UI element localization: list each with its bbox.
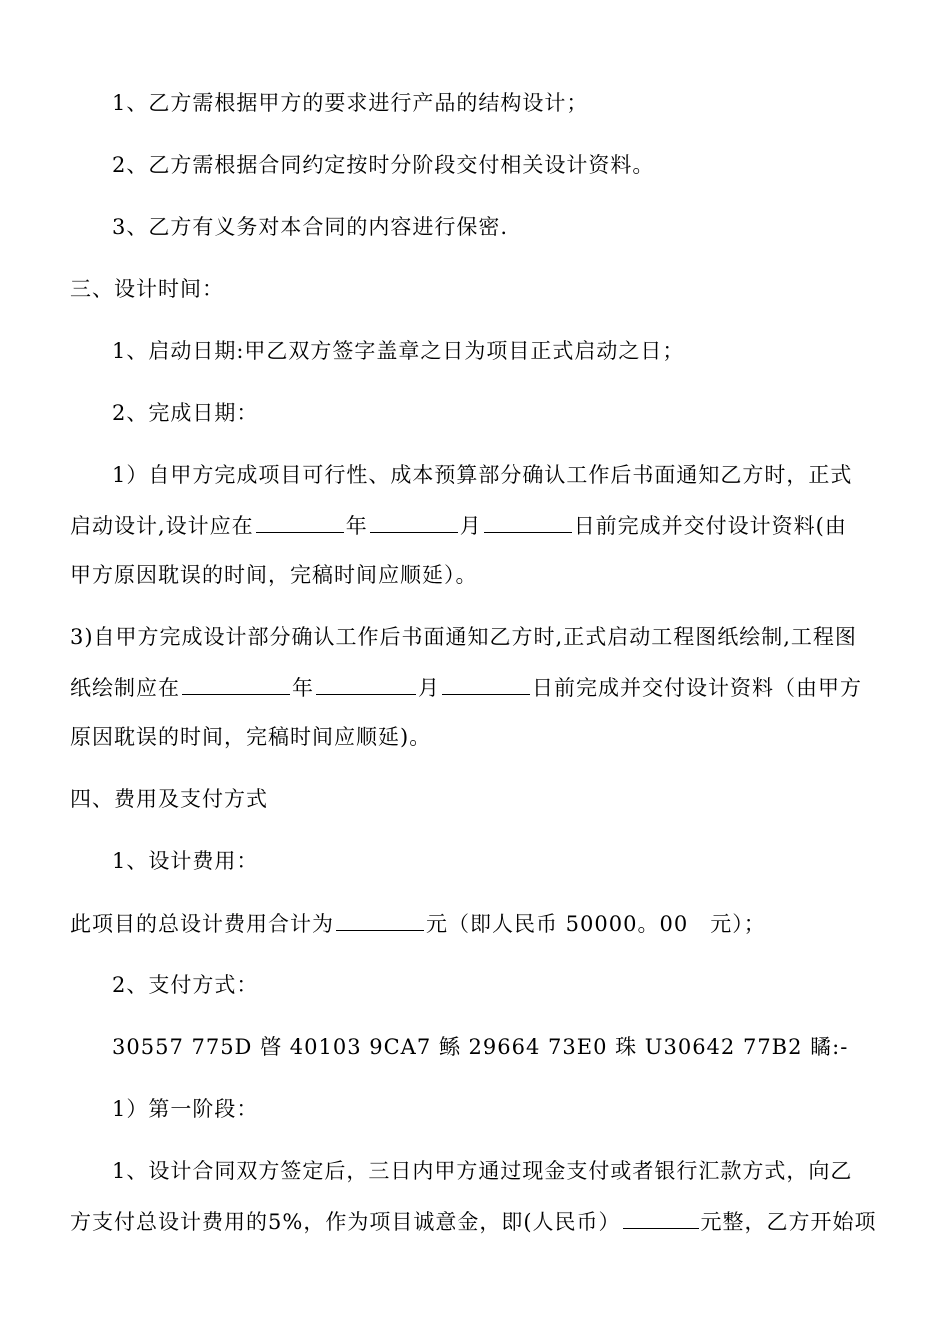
start-date-clause: 1、启动日期:甲乙双方签字盖章之日为项目正式启动之日； <box>112 339 685 363</box>
month-label: 月 <box>418 676 440 700</box>
year-blank[interactable] <box>182 672 290 695</box>
stage-1-label: 1）第一阶段： <box>112 1097 259 1121</box>
clause-3-line-3: 原因耽误的时间，完稿时间应顺延)。 <box>70 725 432 749</box>
month-label: 月 <box>459 514 482 538</box>
year-label: 年 <box>345 514 368 538</box>
total-fee-line <box>70 908 890 939</box>
duty-item-2: 2、乙方需根据合同约定按时分阶段交付相关设计资料。 <box>112 153 655 177</box>
stage-1-line-1: 1、设计合同双方签定后，三日内甲方通过现金支付或者银行汇款方式，向乙 <box>112 1159 853 1183</box>
day-blank[interactable] <box>442 672 530 695</box>
month-blank[interactable] <box>370 510 458 533</box>
section-heading-fees: 四、费用及支付方式 <box>70 787 268 811</box>
clause-1-text-b: 日前完成并交付设计资料(由 <box>573 514 847 538</box>
stage-1-text-a: 方支付总设计费用的5%，作为项目诚意金，即(人民币） <box>70 1210 621 1234</box>
clause-3-text-a: 纸绘制应在 <box>70 676 180 700</box>
year-blank[interactable] <box>256 510 344 533</box>
clause-3-line-1: 3)自甲方完成设计部分确认工作后书面通知乙方时,正式启动工程图纸绘制,工程图 <box>70 625 857 649</box>
garbled-text: 30557 775D 晵 40103 9CA7 鲧 29664 73E0 珠 U30642 77B2 瞲:- <box>112 1035 849 1059</box>
stage-1-line-2 <box>70 1206 890 1237</box>
total-fee-text-a: 此项目的总设计费用合计为 <box>70 912 334 936</box>
total-fee-blank[interactable] <box>336 908 424 931</box>
clause-1-line-1: 1）自甲方完成项目可行性、成本预算部分确认工作后书面通知乙方时，正式 <box>112 463 853 487</box>
clause-3-line-2 <box>70 672 890 703</box>
section-heading-design-time: 三、设计时间： <box>70 277 224 301</box>
fee-label: 1、设计费用： <box>112 849 259 873</box>
duty-item-3: 3、乙方有义务对本合同的内容进行保密. <box>112 215 509 239</box>
day-blank[interactable] <box>484 510 572 533</box>
clause-1-line-2 <box>70 510 890 541</box>
clause-1-line-3: 甲方原因耽误的时间，完稿时间应顺延）。 <box>70 563 478 587</box>
year-label: 年 <box>292 676 314 700</box>
duty-item-1: 1、乙方需根据甲方的要求进行产品的结构设计； <box>112 91 589 115</box>
clause-1-text-a: 启动设计,设计应在 <box>70 514 254 538</box>
total-fee-text-b: 元（即人民币 50000。00 元）； <box>426 912 766 936</box>
payment-method-label: 2、支付方式： <box>112 973 259 997</box>
deposit-amount-blank[interactable] <box>623 1206 699 1229</box>
stage-1-text-b: 元整，乙方开始项 <box>700 1210 877 1234</box>
month-blank[interactable] <box>316 672 416 695</box>
finish-date-label: 2、完成日期： <box>112 401 259 425</box>
clause-3-text-b: 日前完成并交付设计资料（由甲方 <box>532 676 862 700</box>
